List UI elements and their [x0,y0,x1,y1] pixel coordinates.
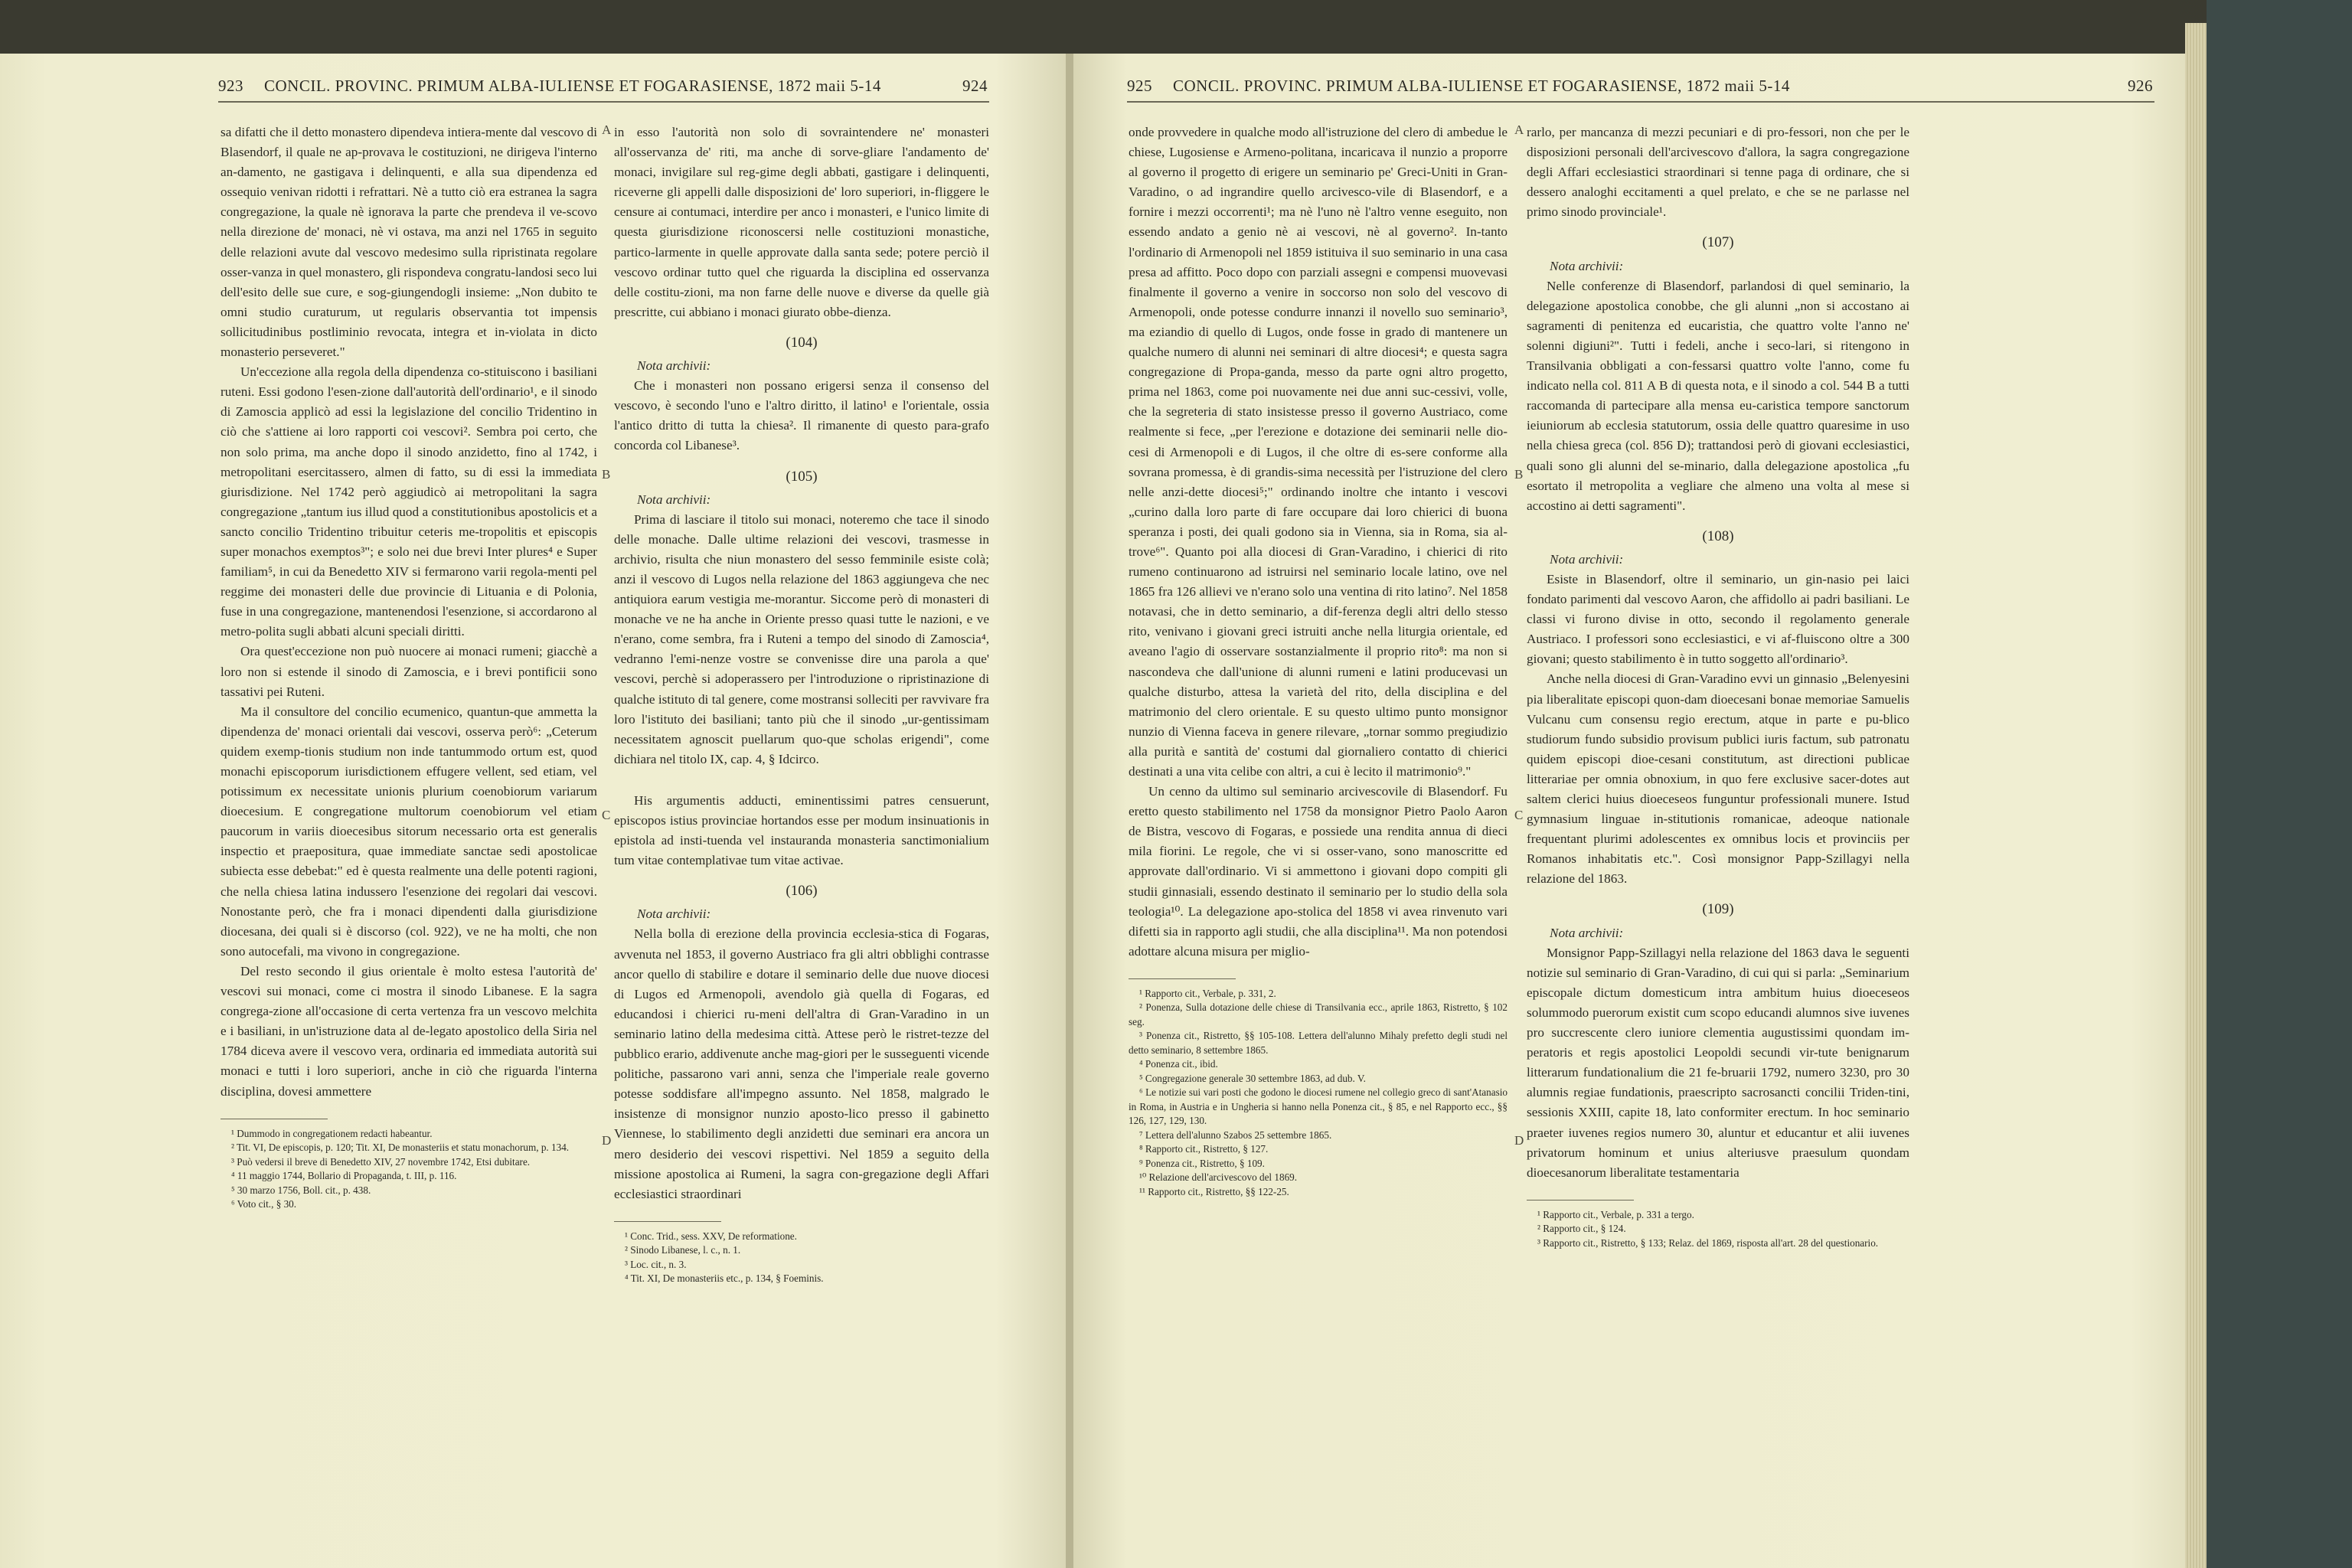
left-page-column-1 [220,122,597,1212]
footnote: ¹¹ Rapporto cit., Ristretto, §§ 122-25. [1139,1185,1289,1197]
page-number: 926 [2128,77,2153,95]
page-number: 923 [218,77,243,95]
footnote-rule [1129,978,1236,979]
footnote: ⁶ Le notizie sui vari posti che godono le diocesi rumene nel collegio greco di sant'Atanasio in Roma, in Austria e in Ungheria si hanno nella Ponenza cit., § 85, e nel Rapporto ecc., §§ 126, 127, 129, 130. [1129,1086,1508,1127]
paragraph: Ora quest'eccezione non può nuocere ai monaci rumeni; giacchè a loro non si estende il sinodo di Zamoscia, e i brevi pontificii sono tassativi pei Ruteni. [220,644,597,699]
nota-heading: Nota archivii: [637,358,711,374]
right-page-column-2 [1527,122,1909,1250]
header-rule [218,101,989,103]
section-number: (105) [786,468,818,485]
paragraph: Anche nella diocesi di Gran-Varadino evvi un ginnasio „Belenyesini pia liberalitate episcopi quon-dam dioecesani bonae memoriae Samuelis Vulcanu cum consensu regio erectum, atque in parte e pu-blico studiorum fundo subsidio provisum publici iuris factum, sub patronatu quidem episcopi dioe-cesani constitutum, ast directioni publicae litterariae per omnia obnoxium, in quo fere exclusive sacer-dotes aut saltem clerici huius dioeceseos funguntur professionali munere. Istud gymnasium linguae in-stitutionis romanicae, adeoque nationale frequentant plurimi adolescentes ex omnibus locis et provinciis per Romanos inhabitatis etc.". Così monsignor Papp-Szillagyi nella relazione del 1863. [1527,671,1909,887]
paragraph: His argumentis adducti, eminentissimi patres censuerunt, episcopos istius provinciae hortandos esse per modum insinuationis in epistola ad insti-tuenda vel instauranda monasteria sanctimonialium tum vitae contemplativae tum vitae activae. [614,792,989,868]
left-page [0,54,1066,1568]
footnote: ¹⁰ Relazione dell'arcivescovo del 1869. [1139,1171,1298,1184]
footnote: ³ Ponenza cit., Ristretto, §§ 105-108. Lettera dell'alunno Mihaly prefetto degli studi nel detto seminario, 8 settembre 1865. [1129,1030,1508,1056]
paragraph: Un'eccezione alla regola della dipendenza co-stituiscono i basiliani ruteni. Essi godono l'esen-zione dall'autorità dell'ordinario¹, e il sinodo di Zamoscia applicò ad essi la legislazione del concilio Tridentino in ciò che s'attiene ai loro rapporti coi vescovi². Sembra poi certo, che non solo prima, ma anche dopo il sinodo anzidetto, fino al 1742, i metropolitani esercitassero, almen di fatto, su di essi la immediata giurisdizione. Nel 1742 però aggiudicò ai metropolitani la sagra congregazione „tantum ius illud quod a constitutionibus apostolicis et a sancto concilio Tridentino tribuitur ceteris me-tropolitis et episcopis super monachos exemptos³"; e solo nei due brevi Inter plures⁴ e Super familiam⁵, in cui da Benedetto XIV si fermarono varii regola-menti pel reggime dei monasteri delle due provincie di Lituania e di Polonia, fuse in una congregazione, mantenendosi l'esenzione, si accordarono al metro-polita sugli abbati alcuni speciali diritti. [220,364,597,639]
footnote: ² Ponenza, Sulla dotazione delle chiese di Transilvania ecc., aprile 1863, Ristretto, § 102 seg. [1129,1001,1508,1027]
book-cover [2207,0,2352,1568]
footnote: ³ Può vedersi il breve di Benedetto XIV, 27 novembre 1742, Etsi dubitare. [231,1155,531,1168]
footnote: ⁴ Tit. XI, De monasteriis etc., p. 134, § Foeminis. [625,1272,824,1285]
margin-letter: A [602,122,612,137]
footnote: ² Sinodo Libanese, l. c., n. 1. [625,1244,741,1256]
footnote: ⁴ Ponenza cit., ibid. [1139,1058,1218,1070]
footnote: ⁹ Ponenza cit., Ristretto, § 109. [1139,1157,1265,1169]
paragraph: Nella bolla di erezione della provincia ecclesia-stica di Fogaras, avvenuta nel 1853, il governo Austriaco fra gli altri obblighi contrasse ancor quello di stabilire e dotare il seminario delle due nuove diocesi di Lugos ed Armenopoli, avendolo già quella di Fogaras, ed educandosi i chierici ru-meni dell'altra di Gran-Varadino in un seminario latino della medesima città. Attese però le ristret-tezze del pubblico erario, addivenute anche mag-giori per le susseguenti vicende politiche, passarono vari anni, senza che l'imperiale reale governo potesse soddisfare all'impegno assunto. Nel 1858, malgrado le insistenze di monsignor nunzio aposto-lico presso il gabinetto Viennese, lo stabilimento degli anzidetti due seminari era ancora un mero desiderio dei vescovi rispettivi. Nel 1859 a seguito della missione apostolica ai Rumeni, la sagra con-gregazione degli Affari ecclesiastici straordinari [614,926,989,1201]
margin-letter: C [602,808,611,822]
section-number: (104) [786,334,818,351]
footnote: ⁸ Rapporto cit., Ristretto, § 127. [1139,1143,1269,1155]
margin-letter: B [1514,467,1524,482]
footnote: ⁵ 30 marzo 1756, Boll. cit., p. 438. [231,1184,371,1196]
footnote: ¹ Rapporto cit., Verbale, p. 331 a tergo. [1537,1208,1694,1220]
footnote: ⁴ 11 maggio 1744, Bollario di Propaganda, t. III, p. 116. [231,1170,457,1182]
paragraph: Che i monasteri non possano erigersi senza il consenso del vescovo, è secondo l'uno e l'altro diritto, il latino¹ e l'orientale, ossia l'antico dritto di tutta la chiesa². Il rimanente di questo para-grafo concorda col Libanese³. [614,378,989,453]
footnote: ¹ Dummodo in congregationem redacti habeantur. [231,1127,433,1139]
footnote: ⁵ Congregazione generale 30 settembre 1863, ad dub. V. [1139,1072,1366,1084]
footnote: ¹ Rapporto cit., Verbale, p. 331, 2. [1139,987,1276,999]
footnote: ³ Loc. cit., n. 3. [625,1258,687,1270]
page-number: 925 [1127,77,1152,95]
footnote: ¹ Conc. Trid., sess. XXV, De reformatione. [625,1230,797,1242]
nota-heading: Nota archivii: [637,492,711,507]
right-page [1073,54,2185,1568]
running-head-right [1127,77,2153,107]
header-rule [1127,101,2154,103]
margin-letter: D [602,1133,612,1148]
paragraph: onde provvedere in qualche modo all'istruzione del clero di ambedue le chiese, Lugosiense e Armeno-politana, incaricava il nunzio a proporre al governo il progetto di erigere un seminario pe' Greci-Uniti in Gran-Varadino, o ad ingrandire quello arcivesco-vile di Blasendorf, e a fornire i mezzi occorrenti¹; ma nè l'uno nè l'altro venne eseguito, non essendo andato a genio nè ai vescovi, nè al governo². In-tanto l'ordinario di Armenopoli nel 1859 istituiva il suo seminario in una casa presa ad affitto. Poco dopo con parziali assegni e compensi muovevasi finalmente il governo a venire in soccorso non solo del vescovo di Armenopoli, onde potesse condurre innanzi il novello suo seminario³, ma eziandio di quello di Lugos, onde fosse in grado di mantenere un qualche numero di alunni nei seminari di altre diocesi⁴; e questa sagra congregazione di Propa-ganda, messo da parte ogni altro progetto, prima nel 1863, come poi nuovamente nei due anni suc-cessivi, volle, che la segreteria di stato insistesse presso il governo Austriaco, come realmente si fece, „per l'erezione e dotazione dei seminarii nelle dio-cesi di Armenopoli e di Lugos, il che oltre di es-sere conforme alla sovrana promessa, è di grandis-sima necessità per l'istruzione del clero nelle anzi-dette diocesi⁵;" ordinando inoltre che intanto i vescovi „curino dalla loro parte di fare occupare dai loro chierici di buona speranza i posti, dei quali godono sia in Vienna, sia in Roma, sia al-trove⁶". Quanto poi alla diocesi di Gran-Varadino, i chierici di rito rumeno continuarono ad istruirsi nel seminario locale latino, ove nel 1865 fra 126 allievi ve n'erano solo una ventina di rito latino⁷. Nel 1858 notavasi, che in detto seminario, a dif-ferenza degli altri dello stesso rito, venivano i giovani greci istruiti anche nella liturgia orientale, ed aveano l'agio di osservare sostanzialmente il proprio rito⁸: ma non si nascondeva che dall'unione di alunni rumeni e latini producevasi un qualche disturbo, attesa la varietà del rito, della disciplina e del matrimonio del clero orientale. E su questo ultimo punto monsignor nunzio di Vienna faceva in genere rilevare, „tornar sommo pregiudizio alla purità e santità de' costumi dal giornaliero contatto di chierici destinati a una vita celibe con altri, a cui è lecito il matrimonio⁹." [1129,125,1508,779]
book-gutter [1066,54,1073,1568]
section-number: (107) [1702,234,1734,251]
paragraph: Esiste in Blasendorf, oltre il seminario, un gin-nasio pei laici fondato parimenti dal vescovo Aaron, che affidollo ai padri basiliani. Le classi vi furono divise in otto, secondo il regolamento generale Austriaco. I professori sono ecclesiastici, e vi af-fluiscono oltre a 300 giovani; questo stabilimento è in tutto soggetto all'ordinario³. [1527,571,1909,667]
left-page-column-2 [614,122,989,1286]
footnote-rule [614,1221,721,1222]
running-head-left [218,77,988,107]
margin-letter: D [1514,1133,1524,1148]
footnote: ³ Rapporto cit., Ristretto, § 133; Relaz. del 1869, risposta all'art. 28 del questionario. [1537,1236,1879,1249]
nota-heading: Nota archivii: [1550,925,1624,940]
section-number: (108) [1702,528,1734,544]
margin-letter: C [1514,808,1524,822]
paragraph: Del resto secondo il gius orientale è molto estesa l'autorità de' vescovi sui monaci, come ci mostra il sinodo Libanese. E la sagra congrega-zione all'occasione di certa vertenza fra un vescovo melchita e i basiliani, in un'istruzione data al de-legato apostolico della Siria nel 1784 diceva avere il vescovo vera, ordinaria ed immediata autorità sui monaci e tutti i loro superiori, anche in ciò che riguarda l'interna disciplina, dovesi ammettere [220,963,597,1099]
section-number: (109) [1702,901,1734,918]
paragraph: Prima di lasciare il titolo sui monaci, noteremo che tace il sinodo delle monache. Dalle ultime relazioni dei vescovi, trasmesse in archivio, risulta che niun monastero del sesso femminile esiste colà; anzi il vescovo di Lugos nella relazione del 1863 aggiungeva che nec antiquiora earum vestigia me-morantur. Siccome però di monasteri di monache ve ne ha anche in Oriente presso quasi tutte le nazioni, e ve n'erano, come sembra, fra i Ruteni a tempo del sinodo di Zamoscia⁴, vedranno l'emi-nenze vostre se convenisse dire una parola a que' vescovi, perchè si adoperassero per l'introduzione o ripristinazione di qualche istituto di tal genere, come mostransi solleciti per ravvivare fra loro l'istituto dei basiliani; tanto più che il sinodo „ur-gentissimam necessitatem agnoscit puellarum quo-que scholas erigendi", come dichiara nel titolo IX, cap. 4, § Idcirco. [614,511,989,766]
footnote: ⁶ Voto cit., § 30. [231,1198,297,1210]
footnote: ² Rapporto cit., § 124. [1537,1223,1626,1235]
nota-heading: Nota archivii: [1550,551,1624,567]
paragraph: sa difatti che il detto monastero dipendeva intiera-mente dal vescovo di Blasendorf, il quale ne ap-provava le costituzioni, ne dirigeva l'interno an-damento, ne gastigava i delinquenti, e alla sua dipendenza ed ossequio venivan ridotti i refrattari. Nè a tutto ciò era estranea la sagra congregazione, la quale nè ignorava la parte che prendeva il ve-scovo nella direzione de' monaci, nè vi ostava, ma anzi nel 1765 in seguito delle relazioni avute dal vescovo medesimo sulla ripristinata regolare osser-vanza in quel monastero, gli rispondeva congratu-landosi seco lui dell'esito delle sue cure, e sog-giungendogli insieme: „Non dubito te omni studio curaturum, ut regularis observantia tot impensis sollicitudinibus postliminio revocata, integra et in-violata in dicto monasterio perseveret." [220,125,597,360]
paragraph: rarlo, per mancanza di mezzi pecuniari e di pro-fessori, non che per le disposizioni personali dell'arcivescovo d'allora, la sagra congregazione degli Affari ecclesiastici straordinari si tenne paga di ordinare, che si dessero analoghi eccitamenti a quel prelato, e che se ne parlasse nel primo sinodo provinciale¹. [1527,125,1909,220]
paragraph: Nelle conferenze di Blasendorf, parlandosi di quel seminario, la delegazione apostolica conobbe, che gli alunni „non si accostano ai sagramenti di penitenza ed eucaristia, che quattro volte l'anno ne' solenni digiuni²". Tutti i fedeli, anche i seco-lari, si ritengono in Transilvania obbligati a con-fessarsi quattro volte l'anno, come fu indicato nella col. 811 A B di questa nota, e il sinodo a col. 544 B a tutti raccomanda di partecipare alla mensa eu-caristica tempore sanctorum ieiuniorum ab ecclesia statutorum, ossia delle quattro quaresime in uso nella chiesa greca (col. 856 D); trattandosi però di giovani ecclesiastici, quali sono gli alunni del se-minario, dalla delegazione apostolica „fu esortato il metropolita a vegliare che almeno una volta al mese si accostino ai detti sagramenti". [1527,278,1909,513]
footnote: ² Tit. VI, De episcopis, p. 120; Tit. XI, De monasteriis et statu monachorum, p. 134. [231,1142,570,1154]
section-number: (106) [786,883,818,900]
paragraph: Un cenno da ultimo sul seminario arcivescovile di Blasendorf. Fu eretto questo stabilimento nel 1758 da monsignor Pietro Paolo Aaron de Bistra, vescovo di Fogaras, e possiede una rendita annua di dieci mila fiorini. Le regole, che vi si osser-vano, sono manoscritte ed approvate dall'ordinario. Vi si ammettono i giovani dopo compiti gli studii ginnasiali, essendo destinato il seminario per lo studio della sola teologia¹⁰. La delegazione apo-stolica del 1858 vi avea rinvenuto vari difetti sia in rapporto agli studii, che alla disciplina¹¹. Ma non potendosi adottare alcuna misura per miglio- [1129,784,1508,959]
running-title: CONCIL. PROVINC. PRIMUM ALBA-IULIENSE ET FOGARASIENSE, 1872 maii 5-14 [264,77,881,95]
running-title: CONCIL. PROVINC. PRIMUM ALBA-IULIENSE ET FOGARASIENSE, 1872 maii 5-14 [1173,77,1790,95]
paragraph: Ma il consultore del concilio ecumenico, quantun-que ammetta la dipendenza de' monaci orientali dai vescovi, osserva però⁶: „Ceterum quidem exemp-tionis studium non inde tantummodo ortum est, quod monachi episcoporum iurisdictionem effugere vellent, sed etiam, vel potissimum ex necessitate unionis plurium coenobiorum variarum dioecesium. E congregatione multorum coenobiorum vel etiam paucorum in variis dioecesibus sitorum necessario orta est generalis inspectio et praepositura, quae immediate sanctae sedi apostolicae subiecta esse debebat:" ed è questa realmente una delle potenti ragioni, che nella chiesa latina indussero l'esenzione dei regolari dai vescovi. Nonostante però, che fra i monaci dipendenti dalla giurisdizione diocesana, dei quali si è discorso (col. 922), ve ne ha molti, che non sono autocefali, ma vivono in congregazione. [220,704,597,959]
page-number: 924 [962,77,988,95]
paragraph: in esso l'autorità non solo di sovraintendere ne' monasteri all'osservanza de' riti, ma anche di sorve-gliare l'andamento de' monaci, invigilare sul reg-gime degli abbati, gastigare i delinquenti, riceverne gli appelli dalle disposizioni de' loro superiori, in-fliggere le censure ai contumaci, interdire per anco i monasteri, e l'unico limite di questa giurisdizione riconoscersi nelle costituzioni monastiche, partico-larmente in quelle approvate dalla santa sede; potere perciò il vescovo ordinar tutto quel che riguarda la disciplina ed osservanza delle costitu-zioni, ma non farne delle nuove e diverse da quelle già prescritte, cui abbiano i monaci giurato obbe-dienza. [614,125,989,319]
footnote: ⁷ Lettera dell'alunno Szabos 25 settembre 1865. [1139,1129,1332,1141]
margin-letter: A [1514,122,1524,137]
nota-heading: Nota archivii: [1550,258,1624,273]
right-page-column-1 [1129,122,1508,1199]
paragraph: Monsignor Papp-Szillagyi nella relazione del 1863 dava le seguenti notizie sul seminario di Gran-Varadino, di cui qui si parla: „Seminarium episcopale dictum domesticum intra ambitum huius dioeceseos solummodo puerorum existit cum scopo educandi alumnos sive iuvenes pro succrescente clero iuniore clementia augustissimi quondam im-peratoris et regis apostolici Leopoldi secundi vir-tute benignarum litterarum fundationalium die 21 fe-bruarii 1792, numero 3230, pro 30 alumnis regiae fundationis, praescripto sacrosancti concilii Triden-tini, sessionis XXIII, capite 18, lato conformiter erectum. In hoc seminario praeter iuvenes regios numero 30, aluntur et educantur et alii iuvenes privatorum hominum et unius alteriusve praesulum quondam dioecesanorum liberalitate testamentaria [1527,945,1909,1180]
margin-letter: B [602,467,611,482]
page-block-edge [2185,23,2207,1568]
nota-heading: Nota archivii: [637,906,711,922]
